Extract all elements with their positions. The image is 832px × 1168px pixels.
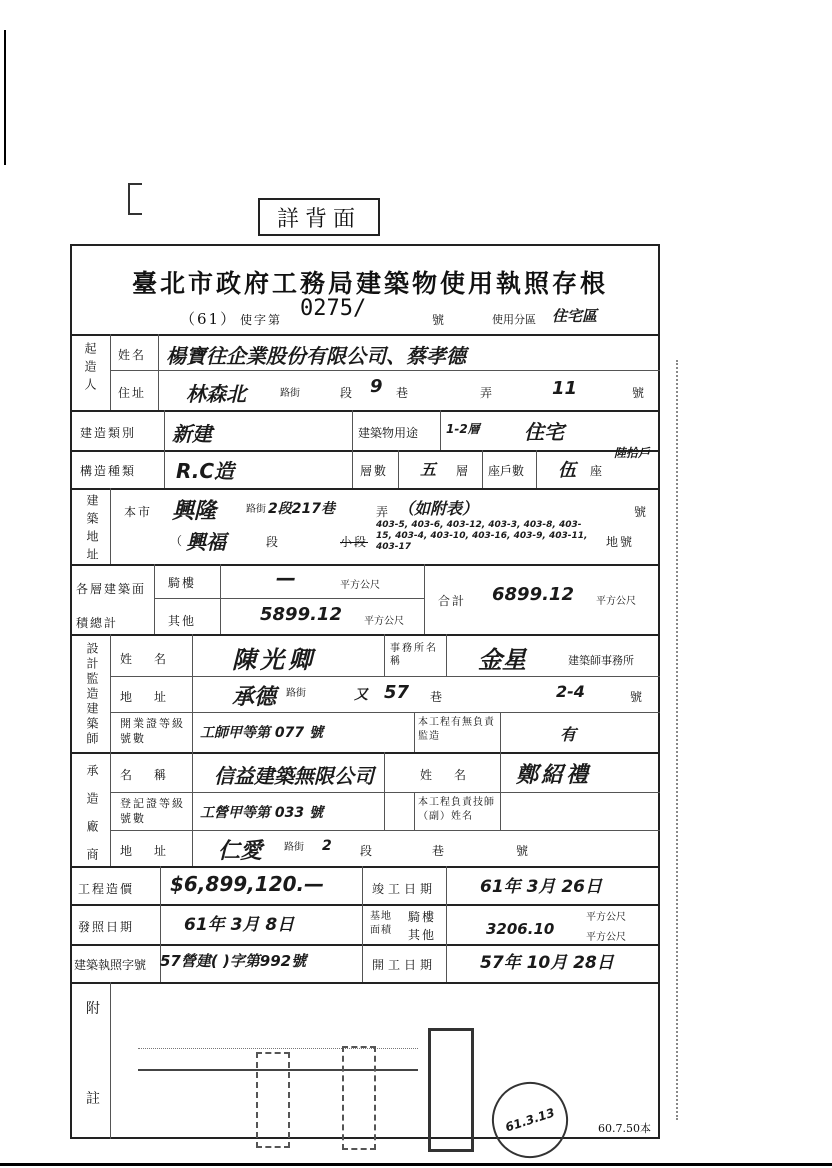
architect-street-value: 承德 xyxy=(232,685,277,710)
builder-number-value: 11 xyxy=(552,378,578,399)
architect-supervision-value: 有 xyxy=(560,725,577,744)
area-total-label: 合計 xyxy=(438,594,467,608)
contractor-section-no: 2 xyxy=(322,838,332,854)
issue-value: 61年 3月 8日 xyxy=(184,915,295,935)
rule xyxy=(384,752,385,830)
contractor-name-label: 名稱 xyxy=(120,768,189,782)
back-page-label-text: 詳背面 xyxy=(276,206,361,232)
rule xyxy=(70,410,660,412)
rule xyxy=(70,564,660,566)
official-seal xyxy=(428,1028,474,1152)
permit-label: 建築執照字號 xyxy=(74,958,147,972)
remarks-label-bottom: 註 xyxy=(86,1091,102,1107)
rule xyxy=(70,904,660,906)
date-stamp-text: 61.3.13 xyxy=(503,1105,557,1135)
rule xyxy=(70,944,660,946)
site-subsection-word: 小段 xyxy=(340,535,369,549)
rule xyxy=(446,866,447,982)
architect-license-label: 開業證等級號數 xyxy=(120,717,185,745)
architect-supervision-label: 本工程有無負責監造 xyxy=(418,717,495,742)
rule xyxy=(158,334,159,410)
contractor-section-word: 段 xyxy=(360,844,375,858)
completion-value: 61年 3月 26日 xyxy=(480,877,602,897)
scan-edge-bottom xyxy=(0,1163,832,1166)
rule xyxy=(220,564,221,634)
rule xyxy=(70,450,660,452)
site-number-word: 號 xyxy=(634,505,649,519)
area-section-label xyxy=(76,572,148,640)
builder-section-no: 9 xyxy=(370,376,383,397)
contractor-lane-word: 巷 xyxy=(432,844,447,858)
year-prefix: （61） xyxy=(180,310,238,328)
units-value: 伍 xyxy=(558,460,576,481)
contractor-street-value: 仁愛 xyxy=(218,839,263,864)
area-other-value: 5899.12 xyxy=(260,604,342,625)
rule xyxy=(424,564,425,634)
form-title: 臺北市政府工務局建築物使用執照存根 xyxy=(131,269,608,298)
contractor-owner-value: 鄭紹禮 xyxy=(516,763,592,788)
completion-label: 竣工日期 xyxy=(372,882,437,896)
rule xyxy=(154,598,424,599)
signature-seal xyxy=(256,1052,290,1148)
license-word: 使字第 xyxy=(240,313,283,327)
rule xyxy=(446,634,447,676)
site-city-label: 本市 xyxy=(124,505,153,519)
structure-type-value: R.C造 xyxy=(176,459,235,483)
builder-section-label: 起造人 xyxy=(83,342,97,396)
site-district-word: 段 xyxy=(266,535,281,549)
architect-number-word: 號 xyxy=(630,690,645,704)
start-label: 開工日期 xyxy=(372,958,437,972)
architect-section-label: 設計監造建築師 xyxy=(85,642,99,747)
base-other-unit: 平方公尺 xyxy=(586,932,626,943)
building-use-value: 住宅 xyxy=(524,420,564,444)
rule xyxy=(398,450,399,488)
architect-section-no: 又 xyxy=(354,687,368,703)
area-other-label: 其他 xyxy=(168,614,197,628)
corner-mark xyxy=(128,183,142,215)
builder-lane-word: 巷 xyxy=(396,386,411,400)
architect-number-value: 2-4 xyxy=(556,682,585,701)
rule xyxy=(482,450,483,488)
builder-name-label: 姓名 xyxy=(118,348,147,362)
builder-number-word: 號 xyxy=(632,386,647,400)
rule xyxy=(352,410,353,488)
contractor-road-label: 路街 xyxy=(284,842,304,853)
architect-address-label: 地址 xyxy=(120,690,189,704)
area-other-unit: 平方公尺 xyxy=(364,616,404,627)
site-road-label: 路街 xyxy=(246,504,266,515)
rule xyxy=(70,634,660,636)
builder-section-word: 段 xyxy=(340,386,355,400)
signature-seal xyxy=(342,1046,376,1150)
rule xyxy=(536,450,537,488)
builder-name-value: 楊寶往企業股份有限公司、蔡孝德 xyxy=(166,344,466,368)
floors-value: 五 xyxy=(420,460,437,479)
contractor-engineer-label: 本工程負責技師（副）姓名 xyxy=(418,797,495,822)
rule xyxy=(70,488,660,490)
area-total-value: 6899.12 xyxy=(492,584,574,605)
builder-alley-word: 弄 xyxy=(480,386,495,400)
site-section-label: 建築地址 xyxy=(85,494,99,566)
contractor-license-value: 工營甲等第 033 號 xyxy=(200,805,323,821)
construction-type-value: 新建 xyxy=(172,422,212,446)
rule xyxy=(110,488,111,564)
bleed-through-marks xyxy=(676,360,706,1120)
rule xyxy=(500,752,501,830)
area-arcade-value: — xyxy=(276,566,296,590)
contractor-license-label: 登記證等級號數 xyxy=(120,797,185,825)
rule xyxy=(70,866,660,868)
architect-office-label: 事務所名稱 xyxy=(390,643,438,667)
site-lots: 403-5, 403-6, 403-12, 403-3, 403-8, 403-15, 403-4, 403-10, 403-16, 403-9, 403-11, 403-17 xyxy=(376,520,588,552)
area-arcade-unit: 平方公尺 xyxy=(340,580,380,591)
floors-label: 層數 xyxy=(360,464,389,478)
building-use-label: 建築物用途 xyxy=(358,426,419,440)
base-other-value: 3206.10 xyxy=(486,920,555,938)
contractor-name-value: 信益建築無限公司 xyxy=(214,764,374,788)
construction-type-label: 建造類別 xyxy=(80,426,137,440)
contractor-address-label: 地址 xyxy=(120,844,189,858)
issue-label: 發照日期 xyxy=(78,920,135,934)
rule xyxy=(70,982,660,984)
builder-street-value: 林森北 xyxy=(186,382,246,406)
rule xyxy=(110,634,111,752)
site-road-value: 興隆 xyxy=(172,499,217,524)
architect-office-value: 金星 xyxy=(478,646,526,674)
area-arcade-label: 騎樓 xyxy=(168,576,197,590)
base-other-label: 其他 xyxy=(408,928,437,942)
site-alley-word: 弄 xyxy=(376,505,391,519)
license-number-suffix: 號 xyxy=(432,313,447,327)
cost-value: $6,899,120.— xyxy=(170,872,325,896)
rule xyxy=(164,410,165,488)
rule xyxy=(110,370,660,371)
units-word: 座 xyxy=(590,464,605,478)
builder-address-label: 住址 xyxy=(118,386,147,400)
site-alley-note: （如附表） xyxy=(398,499,479,518)
rule xyxy=(110,752,111,866)
rule xyxy=(414,792,415,830)
rule xyxy=(362,866,363,982)
scan-edge-left xyxy=(4,30,6,165)
rule xyxy=(414,712,415,752)
rule xyxy=(384,634,385,676)
rule xyxy=(440,410,441,450)
structure-type-label: 構造種類 xyxy=(80,464,137,478)
rule xyxy=(192,634,193,752)
contractor-owner-label: 姓名 xyxy=(420,768,489,782)
architect-license-value: 工師甲等第 077 號 xyxy=(200,725,323,741)
architect-name-value: 陳光卿 xyxy=(232,646,316,674)
area-total-unit: 平方公尺 xyxy=(596,596,636,607)
units-label: 座戶數 xyxy=(488,464,525,478)
units-extra: 陸拾戶 xyxy=(614,446,651,460)
site-detail-value: 2段217巷 xyxy=(268,501,335,517)
architect-office-suffix: 建築師事務所 xyxy=(568,654,634,667)
base-arcade-unit: 平方公尺 xyxy=(586,912,626,923)
start-value: 57年 10月 28日 xyxy=(480,953,614,973)
rule xyxy=(154,564,155,634)
form-code: 60.7.50本 xyxy=(598,1122,651,1135)
architect-lane-value: 57 xyxy=(384,682,410,703)
site-district-value: 興福 xyxy=(186,530,226,554)
base-area-label: 基地面積 xyxy=(370,911,392,936)
cost-label: 工程造價 xyxy=(78,882,135,896)
permit-value: 57營建( )字第992號 xyxy=(160,952,307,970)
site-open-paren: （ xyxy=(170,534,185,548)
floors-word: 層 xyxy=(456,464,471,478)
back-page-label xyxy=(258,198,380,236)
remarks-label-top: 附 xyxy=(86,1001,102,1017)
license-number: 0275/ xyxy=(300,296,367,321)
contractor-section-label: 承造廠商 xyxy=(85,764,99,876)
building-use-floors: 1-2層 xyxy=(446,422,480,436)
contractor-number-word: 號 xyxy=(516,844,531,858)
rule xyxy=(192,752,193,866)
base-arcade-label: 騎樓 xyxy=(408,910,437,924)
rule xyxy=(110,334,111,410)
site-lot-word: 地號 xyxy=(606,535,635,549)
zone-label: 使用分區 xyxy=(492,313,536,326)
area-section-label-text: 各層建築面積總計 xyxy=(76,582,147,630)
rule xyxy=(70,752,660,754)
rule xyxy=(500,712,501,752)
architect-name-label: 姓名 xyxy=(120,652,189,666)
zone-value: 住宅區 xyxy=(552,307,598,325)
architect-road-label: 路街 xyxy=(286,688,306,699)
builder-road-label: 路街 xyxy=(280,388,300,399)
architect-lane-word: 巷 xyxy=(430,690,445,704)
rule xyxy=(110,982,111,1139)
